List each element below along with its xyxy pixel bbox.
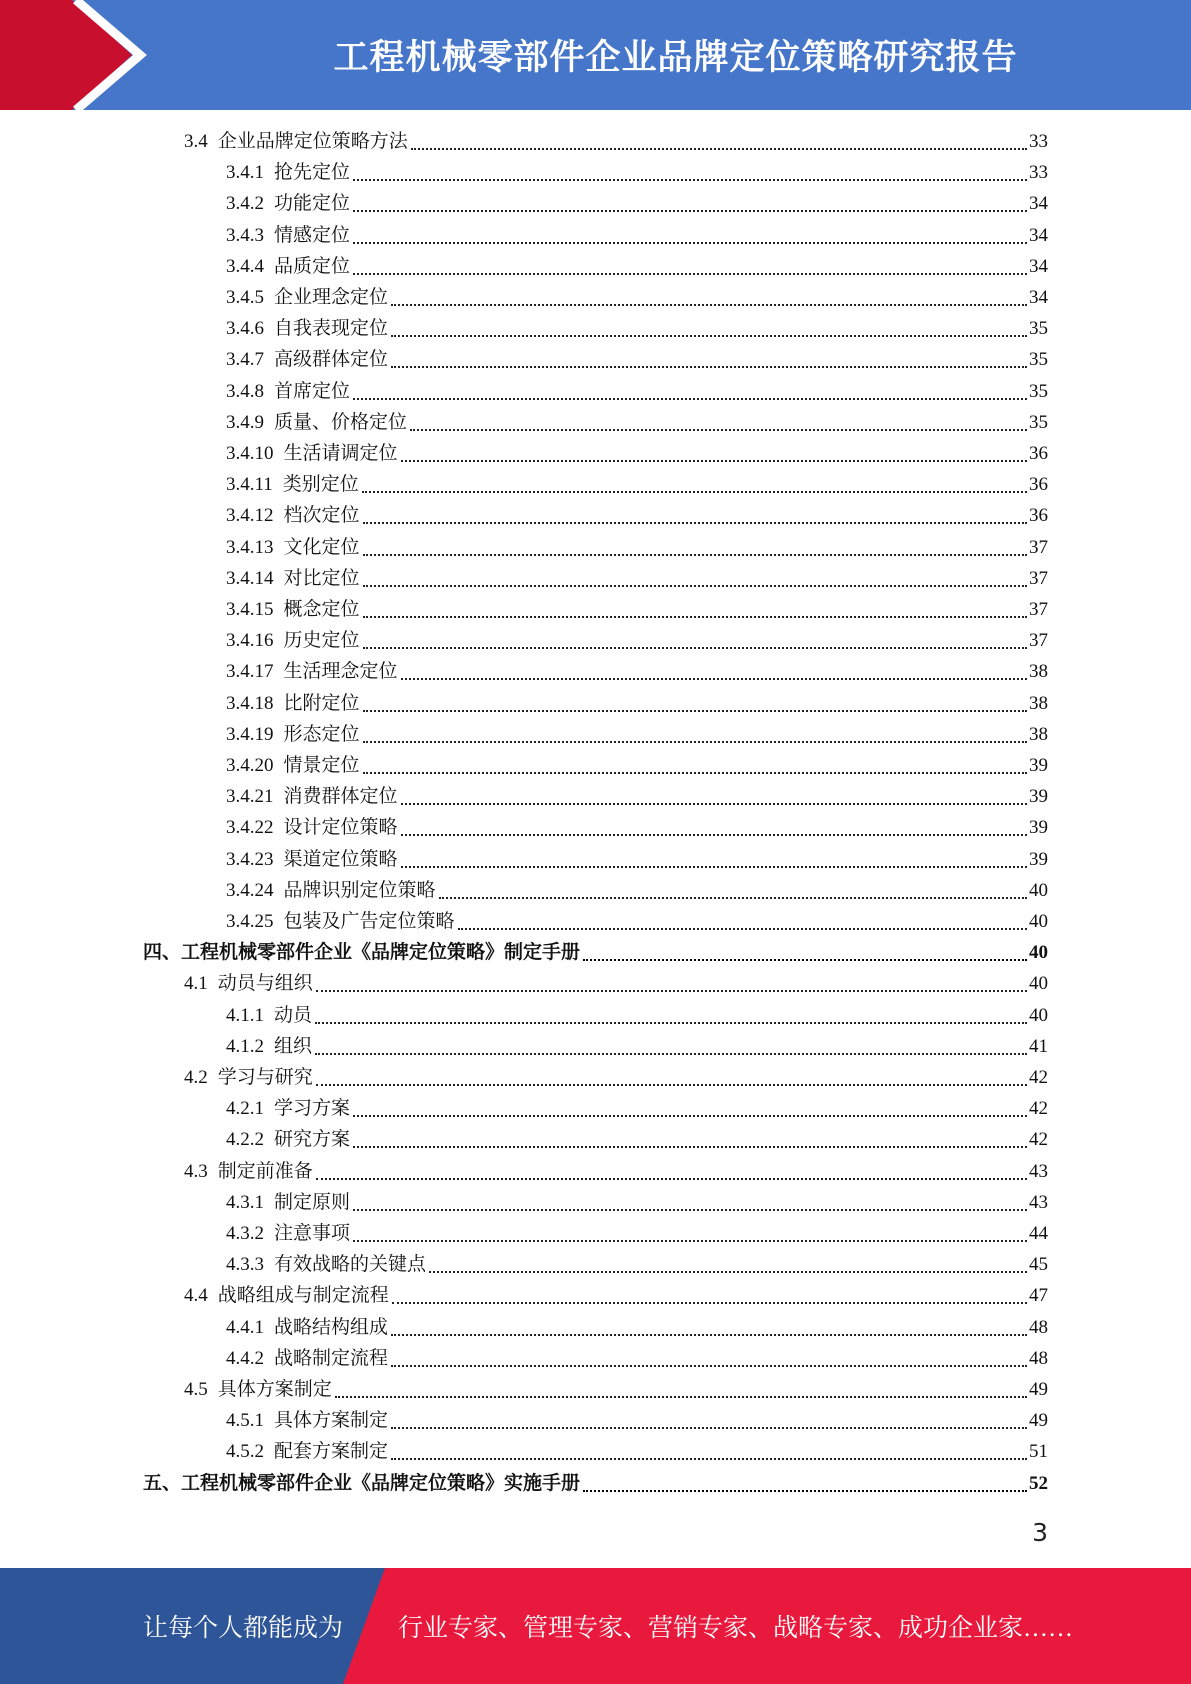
toc-entry-number: 4.2 [184,1067,208,1088]
toc-entry-page: 41 [1029,1035,1048,1057]
toc-entry-number: 4.4 [184,1285,208,1307]
toc-entry-page: 34 [1029,193,1048,215]
toc-entry-number: 4.1.1 [226,1004,264,1026]
toc-entry-label: 首席定位 [274,380,351,402]
toc-dot-leader [439,896,1027,899]
toc-dot-leader [583,958,1027,961]
toc-entry-page: 38 [1029,723,1048,745]
toc-dot-leader [316,989,1027,992]
chevron-arrow-icon [0,0,160,110]
toc-entry-number: 4.2.1 [226,1098,264,1120]
toc-dot-leader [429,1270,1027,1273]
toc-entry-label: 质量、价格定位 [274,411,408,433]
toc-entry-number: 4.5.1 [226,1410,264,1432]
toc-subsection-entry[interactable] [226,1031,1048,1062]
toc-entry-page: 43 [1029,1160,1048,1182]
toc-entry-page: 48 [1029,1316,1048,1338]
toc-entry-label: 生活请调定位 [283,443,398,464]
toc-entry-label: 情感定位 [274,224,351,246]
toc-entry-page: 34 [1029,287,1048,308]
toc-entry-label: 类别定位 [282,474,359,496]
toc-entry-number: 3.4.10 [226,443,274,464]
footer-slogan-left: 让每个人都能成为 [143,1615,344,1642]
toc-entry-page: 49 [1029,1410,1048,1432]
toc-entry-page: 35 [1029,318,1048,340]
toc-dot-leader [363,771,1027,774]
toc-dot-leader [391,1364,1027,1367]
toc-entry-number: 3.4.25 [226,911,274,932]
toc-entry-label: 组织 [274,1035,313,1057]
toc-dot-leader [363,740,1027,743]
toc-subsection-entry[interactable] [226,750,1048,781]
toc-subsection-entry[interactable] [226,1249,1048,1280]
toc-entry-page: 43 [1029,1191,1048,1213]
toc-entry-page: 40 [1029,942,1048,964]
toc-dot-leader [362,490,1027,493]
toc-chapter-entry[interactable] [143,1468,1048,1499]
toc-entry-number: 3.4.4 [226,255,264,277]
toc-entry-number: 3.4.24 [226,879,274,901]
toc-entry-page: 33 [1029,131,1048,152]
toc-dot-leader [353,1239,1027,1242]
toc-subsection-entry[interactable] [226,875,1048,906]
toc-entry-page: 37 [1029,536,1048,558]
toc-entry-label: 战略制定流程 [274,1347,389,1369]
toc-entry-page: 44 [1029,1223,1048,1244]
toc-entry-label: 学习与研究 [217,1067,313,1088]
toc-entry-label: 渠道定位策略 [283,848,398,870]
toc-entry-label: 具体方案制定 [274,1410,389,1432]
toc-entry-number: 4.3.1 [226,1191,264,1213]
page-title: 工程机械零部件企业品牌定位策略研究报告 [333,38,1018,78]
toc-entry-number: 3.4.2 [226,193,264,215]
toc-entry-number: 3.4.22 [226,817,274,839]
toc-entry-number: 3.4.1 [226,162,264,184]
toc-dot-leader [410,428,1027,431]
toc-subsection-entry[interactable] [226,469,1048,500]
toc-entry-number: 3.4.13 [226,536,274,558]
toc-dot-leader [353,397,1027,400]
toc-entry-label: 历史定位 [283,630,360,652]
toc-section-entry[interactable] [184,1280,1048,1311]
toc-entry-page: 35 [1029,380,1048,402]
toc-entry-label: 注意事项 [274,1223,351,1244]
toc-subsection-entry[interactable] [226,1343,1048,1374]
toc-dot-leader [316,1083,1027,1086]
toc-entry-number: 4.4.2 [226,1347,264,1369]
toc-entry-number: 3.4.16 [226,630,274,652]
toc-subsection-entry[interactable] [226,906,1048,937]
toc-dot-leader [353,272,1027,275]
toc-entry-label: 配套方案制定 [274,1441,389,1463]
toc-chapter-entry[interactable] [143,937,1048,968]
toc-entry-page: 38 [1029,692,1048,714]
toc-entry-page: 36 [1029,443,1048,464]
toc-subsection-entry[interactable] [226,407,1048,438]
toc-entry-number: 4.3 [184,1160,208,1182]
toc-subsection-entry[interactable] [226,688,1048,719]
toc-section-entry[interactable] [184,1062,1048,1093]
toc-entry-label: 动员 [274,1004,313,1026]
toc-entry-label: 比附定位 [283,692,360,714]
toc-entry-page: 36 [1029,474,1048,496]
toc-dot-leader [391,365,1027,368]
toc-dot-leader [583,1489,1027,1492]
toc-subsection-entry[interactable] [226,220,1048,251]
toc-entry-number: 3.4.20 [226,755,274,776]
toc-entry-label: 情景定位 [283,755,360,776]
toc-subsection-entry[interactable] [226,1124,1048,1155]
toc-entry-number: 3.4.11 [226,474,273,496]
toc-entry-page: 39 [1029,786,1048,808]
toc-entry-number: 4.5.2 [226,1441,264,1463]
toc-entry-page: 33 [1029,162,1048,184]
toc-entry-page: 42 [1029,1098,1048,1120]
toc-dot-leader [353,178,1027,181]
toc-dot-leader [392,1301,1027,1304]
toc-entry-number: 3.4.3 [226,224,264,246]
toc-subsection-entry[interactable] [226,532,1048,563]
toc-entry-number: 4.2.2 [226,1129,264,1151]
toc-subsection-entry[interactable] [226,1093,1048,1124]
toc-dot-leader [391,1333,1027,1336]
toc-subsection-entry[interactable] [226,282,1048,313]
footer-slogan-right: 行业专家、管理专家、营销专家、战略专家、成功企业家…… [398,1615,1074,1642]
toc-entry-label: 对比定位 [283,567,360,589]
toc-subsection-entry[interactable] [226,251,1048,282]
toc-entry-label: 动员与组织 [217,973,313,995]
toc-subsection-entry[interactable] [226,344,1048,375]
toc-entry-number: 3.4.19 [226,723,274,745]
toc-section-entry[interactable] [184,1156,1048,1187]
toc-entry-label: 学习方案 [274,1098,351,1120]
toc-entry-page: 48 [1029,1347,1048,1369]
toc-entry-number: 4.1 [184,973,208,995]
toc-dot-leader [401,865,1027,868]
toc-entry-number: 3.4.12 [226,505,274,527]
toc-dot-leader [391,1457,1027,1460]
toc-dot-leader [363,615,1027,618]
toc-subsection-entry[interactable] [226,594,1048,625]
toc-entry-number: 3.4.23 [226,848,274,870]
toc-dot-leader [353,241,1027,244]
toc-subsection-entry[interactable] [226,563,1048,594]
toc-dot-leader [353,1145,1027,1148]
toc-subsection-entry[interactable] [226,1000,1048,1031]
toc-dot-leader [401,833,1027,836]
toc-dot-leader [391,1426,1027,1429]
toc-subsection-entry[interactable] [226,812,1048,843]
toc-entry-number: 3.4.9 [226,411,264,433]
toc-entry-page: 34 [1029,224,1048,246]
toc-entry-page: 40 [1029,911,1048,932]
toc-entry-label: 五、工程机械零部件企业《品牌定位策略》实施手册 [143,1472,581,1494]
toc-subsection-entry[interactable] [226,157,1048,188]
toc-dot-leader [401,802,1027,805]
toc-entry-page: 37 [1029,630,1048,652]
toc-entry-page: 45 [1029,1254,1048,1276]
toc-entry-page: 49 [1029,1379,1048,1400]
toc-entry-number: 3.4.15 [226,599,274,620]
toc-dot-leader [316,1177,1027,1180]
toc-entry-label: 概念定位 [283,599,360,620]
toc-subsection-entry[interactable] [226,1405,1048,1436]
toc-entry-label: 企业品牌定位策略方法 [217,131,408,152]
toc-entry-label: 企业理念定位 [274,287,389,308]
toc-entry-number: 3.4 [184,131,208,152]
toc-entry-label: 功能定位 [274,193,351,215]
toc-entry-page: 35 [1029,349,1048,371]
toc-entry-number: 3.4.6 [226,318,264,340]
toc-entry-page: 34 [1029,255,1048,277]
toc-section-entry[interactable] [184,126,1048,157]
footer-banner [0,1568,1191,1684]
toc-entry-page: 42 [1029,1129,1048,1151]
toc-dot-leader [401,677,1027,680]
toc-entry-label: 抢先定位 [274,162,351,184]
toc-entry-label: 消费群体定位 [283,786,398,808]
toc-entry-label: 有效战略的关键点 [274,1254,427,1276]
toc-subsection-entry[interactable] [226,1218,1048,1249]
toc-entry-page: 37 [1029,599,1048,620]
toc-subsection-entry[interactable] [226,1187,1048,1218]
toc-entry-page: 35 [1029,411,1048,433]
toc-dot-leader [315,1021,1027,1024]
toc-dot-leader [353,209,1027,212]
toc-entry-label: 制定前准备 [217,1160,313,1182]
toc-entry-label: 品质定位 [274,255,351,277]
toc-subsection-entry[interactable] [226,625,1048,656]
toc-dot-leader [391,303,1027,306]
toc-entry-number: 4.5 [184,1379,208,1400]
toc-entry-page: 37 [1029,567,1048,589]
toc-subsection-entry[interactable] [226,656,1048,687]
toc-entry-label: 战略结构组成 [274,1316,389,1338]
toc-entry-number: 3.4.5 [226,287,264,308]
toc-entry-label: 品牌识别定位策略 [283,879,436,901]
toc-subsection-entry[interactable] [226,1436,1048,1467]
toc-entry-label: 形态定位 [283,723,360,745]
toc-entry-label: 制定原则 [274,1191,351,1213]
toc-entry-page: 42 [1029,1067,1048,1088]
toc-dot-leader [363,553,1027,556]
toc-entry-number: 3.4.8 [226,380,264,402]
toc-section-entry[interactable] [184,1374,1048,1405]
toc-entry-page: 51 [1029,1441,1048,1463]
page-number: 3 [1032,1518,1048,1547]
toc-entry-number: 4.3.3 [226,1254,264,1276]
toc-subsection-entry[interactable] [226,844,1048,875]
toc-entry-page: 40 [1029,1004,1048,1026]
toc-dot-leader [363,646,1027,649]
toc-entry-label: 研究方案 [274,1129,351,1151]
toc-entry-number: 3.4.21 [226,786,274,808]
toc-dot-leader [353,1114,1027,1117]
toc-subsection-entry[interactable] [226,719,1048,750]
toc-section-entry[interactable] [184,968,1048,999]
toc-entry-label: 具体方案制定 [217,1379,332,1400]
toc-entry-label: 自我表现定位 [274,318,389,340]
toc-entry-label: 文化定位 [283,536,360,558]
toc-entry-label: 设计定位策略 [283,817,398,839]
toc-entry-page: 40 [1029,879,1048,901]
toc-entry-page: 40 [1029,973,1048,995]
toc-entry-label: 生活理念定位 [283,661,398,683]
toc-entry-page: 38 [1029,661,1048,683]
toc-dot-leader [391,334,1027,337]
toc-subsection-entry[interactable] [226,781,1048,812]
toc-dot-leader [458,927,1027,930]
toc-subsection-entry[interactable] [226,376,1048,407]
toc-subsection-entry[interactable] [226,1312,1048,1343]
toc-dot-leader [335,1395,1027,1398]
toc-dot-leader [315,1052,1027,1055]
header-banner [0,0,1191,110]
toc-entry-number: 4.3.2 [226,1223,264,1244]
toc-entry-page: 52 [1029,1472,1048,1494]
toc-entry-label: 战略组成与制定流程 [217,1285,389,1307]
toc-entry-number: 3.4.18 [226,692,274,714]
toc-subsection-entry[interactable] [226,313,1048,344]
toc-entry-page: 39 [1029,848,1048,870]
toc-dot-leader [401,459,1027,462]
toc-entry-number: 3.4.17 [226,661,274,683]
toc-entry-page: 36 [1029,505,1048,527]
toc-dot-leader [353,1208,1027,1211]
toc-entry-page: 39 [1029,755,1048,776]
toc-entry-label: 包装及广告定位策略 [283,911,455,932]
toc-entry-page: 39 [1029,817,1048,839]
toc-dot-leader [363,709,1027,712]
toc-dot-leader [363,584,1027,587]
toc-entry-number: 4.1.2 [226,1035,264,1057]
toc-dot-leader [363,521,1027,524]
toc-dot-leader [411,147,1027,150]
toc-subsection-entry[interactable] [226,438,1048,469]
toc-entry-label: 档次定位 [283,505,360,527]
toc-entry-number: 4.4.1 [226,1316,264,1338]
toc-entry-label: 四、工程机械零部件企业《品牌定位策略》制定手册 [143,942,581,964]
toc-entry-label: 高级群体定位 [274,349,389,371]
toc-subsection-entry[interactable] [226,500,1048,531]
toc-entry-number: 3.4.7 [226,349,264,371]
toc-entry-page: 47 [1029,1285,1048,1307]
toc-entry-number: 3.4.14 [226,567,274,589]
toc-subsection-entry[interactable] [226,188,1048,219]
